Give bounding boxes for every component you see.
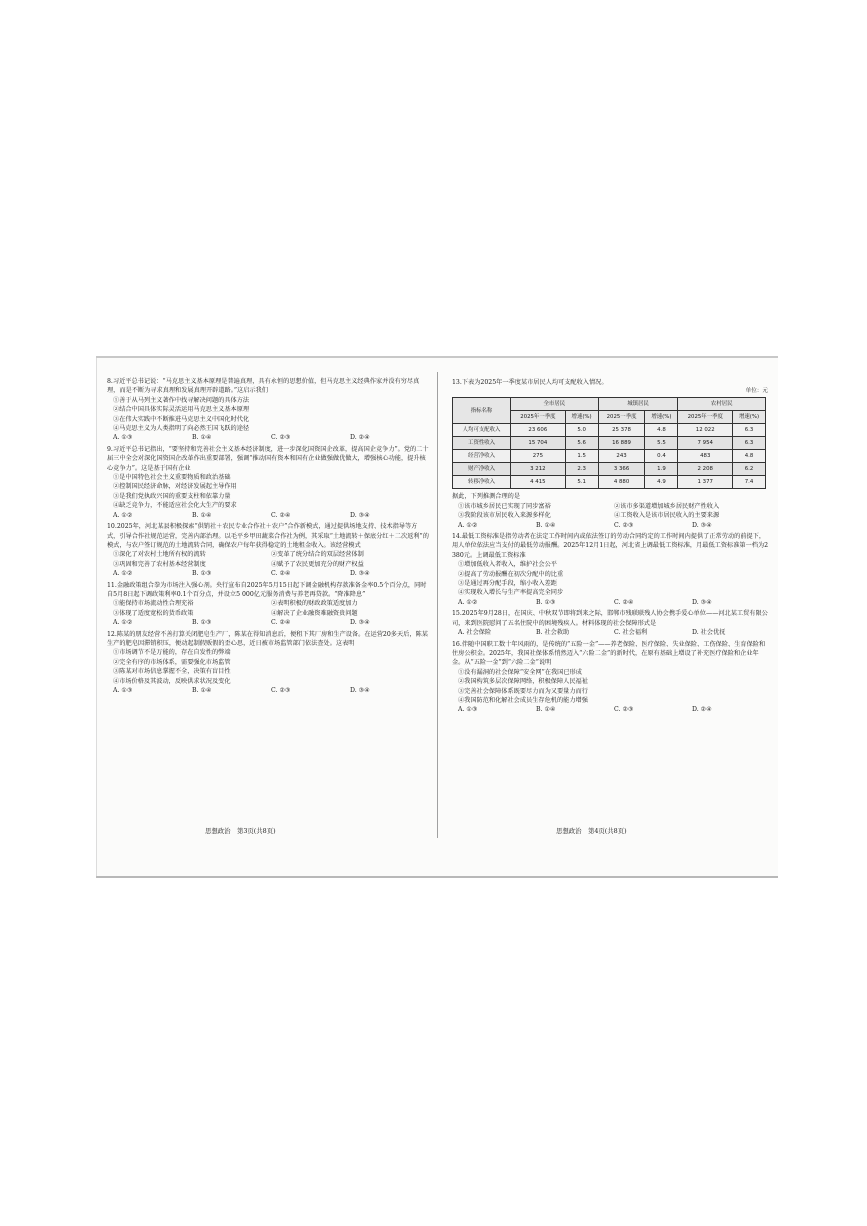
question-12-option: ③陈某对市场信息掌握不全，决策有盲目性: [113, 668, 231, 676]
table-cell: 23 606: [511, 424, 566, 437]
question-12-stem: 12.陈某的朋友经营不善打算关闭肥皂生产厂，陈某在得知消息后，便租下其厂房和生产设备。在运营20多天后，陈某生产的肥皂因滞销积压，便动起制假贩假的歪心思，近日被市场监管部门依法查处。这表明: [107, 630, 428, 647]
question-13-prompt: 据此，下列推测合理的是: [452, 493, 521, 501]
question-11-options: [107, 599, 429, 618]
question-13-option: ②该市多渠道增加城乡居民财产性收入: [614, 502, 720, 510]
answer-choice-c[interactable]: C. ②④: [271, 619, 291, 627]
answer-choice-d[interactable]: D. ③④: [350, 687, 370, 694]
page-4-footer: 思想政治 第4页(共8页): [556, 827, 627, 835]
answer-choice-b[interactable]: B. ①④: [536, 521, 556, 529]
question-16-answers: [452, 705, 770, 714]
table-cell: 7 954: [678, 437, 733, 450]
answer-choice-d[interactable]: D. ③④: [350, 511, 370, 519]
question-11-option: ①能保持市场流动性合理充裕: [113, 600, 194, 608]
question-15-stem: 15.2025年9月28日，在国庆、中秋双节即将到来之际，邯郸市残联联残人协会携手爱心单位——河北某工贸有限公司，来到医院慰问了五名住院中的困境残疾人。材料体现的社会保障形式是: [452, 610, 768, 627]
question-8-option: ②结合中国具体实际灵活运用马克思主义基本原理: [113, 406, 250, 414]
question-9-option: ②控制国民经济命脉，对经济发展起主导作用: [113, 483, 237, 491]
question-14-answers: [452, 598, 770, 607]
question-9-option: ①是中国特色社会主义重要物质和政治基础: [113, 474, 231, 482]
question-13-option: ①该市城乡居民已实现了同步富裕: [458, 502, 551, 510]
answer-choice-b[interactable]: B. ①③: [192, 619, 212, 627]
question-16: [452, 640, 770, 715]
question-13-options: [452, 502, 770, 521]
answer-choice-c[interactable]: C. ②③: [614, 706, 634, 714]
question-16-option: ③完善社会保障体系既要尽力而为又要量力而行: [458, 687, 588, 695]
question-10: [107, 522, 429, 578]
answer-choice-a[interactable]: A. ①③: [113, 434, 133, 442]
question-14-option: ③是通过再分配手段，缩小收入差距: [458, 580, 557, 588]
question-14-option: ④实现收入增长与生产率提高完全同步: [458, 589, 564, 597]
table-group-header: 农村居民: [678, 398, 766, 411]
table-cell: 16 889: [598, 437, 645, 450]
table-group-header: 城镇居民: [598, 398, 678, 411]
table-subheader: 增速(%): [565, 411, 598, 424]
table-cell: 12 022: [678, 424, 733, 437]
table-row-header: 指标名称: [453, 398, 511, 424]
question-16-option: ②我国构筑多层次保障网络，积极保障人民福祉: [458, 678, 588, 686]
table-row: [453, 437, 766, 450]
table-cell: 483: [678, 450, 733, 463]
question-10-option: ④赋予了农民更加充分的财产权益: [271, 560, 364, 568]
answer-choice-b[interactable]: B. ①③: [536, 598, 556, 606]
question-10-answers: [107, 569, 429, 578]
table-row: [453, 424, 766, 437]
table-subheader: 2025年一季度: [678, 411, 733, 424]
question-16-option: ④我国防范和化解社会成员生存危机的能力增强: [458, 696, 588, 704]
answer-choice-a[interactable]: A. ①②: [458, 521, 478, 529]
answer-choice-d[interactable]: D. ②④: [692, 706, 712, 714]
table-cell: 2.3: [565, 463, 598, 476]
question-12-option: ②完全有序的市场体系，需要强化市场监管: [113, 658, 231, 666]
question-10-option: ③巩固和完善了农村基本经营制度: [113, 560, 206, 568]
question-12-option: ①市场调节不是万能的，存在自发性的弊端: [113, 649, 231, 657]
table-subheader: 增速(%): [645, 411, 678, 424]
answer-choice-c[interactable]: C. ②④: [271, 570, 291, 578]
question-10-stem: 10.2025年，河北某县积极探索“供销社＋农民专业合作社＋农户”合作新模式，通过提供场地支持、技术指导等方式，引导合作社规范运营，完善内部治理。以毛平乡甲田蔬菜合作社为例，其采取“土地流转＋保底分红＋二次返利”的模式，与农户签订规范的土地流转合同，确保农户每年获得稳定的土地租金收入。该经营模式: [107, 523, 429, 549]
answer-choice-c[interactable]: C. ②③: [614, 521, 634, 529]
answer-choice-a[interactable]: A. ①②: [113, 570, 133, 578]
question-11-stem: 11.金融政策组合拳为市场注入强心剂。央行宣布自2025年5月15日起下调金融机构存款准备金率0.5个百分点，同时自5月8日起下调政策利率0.1个百分点，并设立5 000亿元服务消费与养老再贷款。“降准降息”: [107, 581, 427, 598]
table-cell: 4.9: [645, 476, 678, 489]
answer-choice-a[interactable]: A. ①③: [458, 706, 478, 714]
answer-choice-c[interactable]: C. ②③: [271, 687, 291, 694]
table-unit-label: 单位：元: [745, 388, 768, 395]
question-9-stem: 9.习近平总书记指出，“要坚持和完善社会主义基本经济制度，进一步深化国资国企改革，提高国企竞争力”。党的二十届三中全会对深化国资国企改革作出重要部署，强调“推动国有资本和国有企业做强做优做大，增强核心功能，提升核心竞争力”。这是基于国有企业: [107, 445, 429, 472]
question-13-answers: [452, 521, 770, 530]
question-12-option: ④市场价格及其波动，反映供求状况及变化: [113, 677, 231, 685]
question-13-stem: 13.下表为2025年一季度某市居民人均可支配收入情况。: [452, 379, 608, 386]
answer-choice-d[interactable]: D. ②④: [350, 434, 370, 442]
table-cell: 5.1: [565, 476, 598, 489]
question-10-option: ②变革了统分结合的双层经营体制: [271, 551, 364, 559]
question-16-option: ①没有漏洞的社会保障“安全网”在我国已形成: [458, 668, 582, 676]
table-subheader: 增速(%): [733, 411, 766, 424]
table-cell: 工资性收入: [453, 437, 511, 450]
table-cell: 7.4: [733, 476, 766, 489]
table-subheader: 2025年一季度: [511, 411, 566, 424]
question-13-option: ③我阶段该市居民收入来源多样化: [458, 512, 551, 520]
table-cell: 1.5: [565, 450, 598, 463]
question-11-option: ④解决了企业融资难融资贵问题: [271, 609, 358, 617]
table-cell: 4 415: [511, 476, 566, 489]
question-8-option: ③在伟大实践中不断推进马克思主义中国化时代化: [113, 415, 250, 423]
question-8-option: ①善于从马列主义著作中找寻解决问题的具体方法: [113, 396, 250, 404]
table-cell: 275: [511, 450, 566, 463]
table-cell: 5.0: [565, 424, 598, 437]
answer-choice-a[interactable]: A. 社会保险: [458, 629, 492, 637]
income-table: [452, 397, 766, 489]
question-11: [107, 581, 429, 628]
table-cell: 4 880: [598, 476, 645, 489]
question-10-options: [107, 550, 429, 569]
table-cell: 4.8: [645, 424, 678, 437]
table-cell: 4.8: [733, 450, 766, 463]
table-subheader: 2025一季度: [598, 411, 645, 424]
sheet-bottom-edge: [96, 876, 778, 878]
answer-choice-b[interactable]: B. ①④: [192, 511, 212, 519]
sheet-left-edge: [96, 358, 97, 878]
answer-choice-d[interactable]: D. ③④: [350, 570, 370, 578]
answer-choice-a[interactable]: A. ①②: [113, 619, 133, 627]
answer-choice-d[interactable]: D. ③④: [692, 598, 712, 606]
page-4-column: [452, 378, 770, 715]
table-row: [453, 463, 766, 476]
question-9-option: ④缺乏竞争力，不能适应社会化大生产的要求: [113, 502, 237, 510]
column-divider: [437, 372, 438, 838]
answer-choice-b[interactable]: B. ①④: [536, 706, 556, 714]
question-12: [107, 630, 429, 696]
sheet-top-edge: [96, 356, 778, 358]
question-11-option: ②表明积极的财政政策适度加力: [271, 600, 358, 608]
question-15-answers: [452, 628, 770, 637]
question-9-option: ③是我们党执政兴国的重要支柱和依靠力量: [113, 492, 231, 500]
table-cell: 5.5: [645, 437, 678, 450]
table-cell: 25 378: [598, 424, 645, 437]
answer-choice-a[interactable]: A. ①③: [113, 687, 133, 694]
answer-choice-a[interactable]: A. ①②: [113, 511, 133, 519]
table-row: [453, 476, 766, 489]
question-9-answers: [107, 511, 429, 520]
question-13-option: ④工资收入是该市居民收入的主要来源: [614, 512, 720, 520]
page-3-column: [107, 377, 429, 695]
table-cell: 1 377: [678, 476, 733, 489]
answer-choice-c[interactable]: C. ②③: [271, 434, 291, 442]
question-13: [452, 378, 770, 530]
table-row: [453, 450, 766, 463]
answer-choice-b[interactable]: B. ①④: [192, 687, 212, 694]
question-8-option: ④马克思主义为人类指明了向必然王国飞跃的途径: [113, 425, 250, 433]
question-12-answers: [107, 686, 429, 695]
answer-choice-d[interactable]: D. ③④: [692, 521, 712, 529]
question-11-option: ③体现了适度宽松的货币政策: [113, 609, 194, 617]
answer-choice-d[interactable]: D. 社会优抚: [692, 629, 726, 637]
question-14-option: ①增加低收入者收入，维护社会公平: [458, 561, 557, 569]
table-cell: 经营净收入: [453, 450, 511, 463]
table-cell: 6.3: [733, 424, 766, 437]
question-11-answers: [107, 618, 429, 627]
question-15: [452, 609, 770, 637]
question-10-option: ①深化了对农村土地所有权的流转: [113, 551, 206, 559]
answer-choice-c[interactable]: C. ②④: [271, 511, 291, 519]
table-header-row: [453, 398, 766, 411]
table-group-header: 全市居民: [511, 398, 599, 411]
table-cell: 2 208: [678, 463, 733, 476]
question-16-stem: 16.伴随中国职工数十年风雨的，是传统的“五险一金”——养老保险、医疗保险、失业保险、工伤保险、生育保险和住房公积金。2025年，我国社保体系悄然迈入“六险二金”的新时代，在原有基础上增设了补充医疗保险和企业年金。从“五险一金”到“六险二金”说明: [452, 640, 766, 667]
question-14-option: ②提高了劳动报酬在初次分配中的比重: [458, 570, 564, 578]
question-8-answers: [107, 433, 429, 442]
answer-choice-b[interactable]: B. 社会救助: [536, 629, 570, 637]
answer-choice-d[interactable]: D. ③④: [350, 619, 370, 627]
question-14-stem: 14.最低工资标准是指劳动者在法定工作时间内或依法签订的劳动合同约定的工作时间内提供了正常劳动的前提下，用人单位依法应当支付的最低劳动报酬。2025年12月1日起，河北省上调最低工资标准，月最低工资标准第一档为2 380元。上调最低工资标准: [452, 533, 769, 559]
table-cell: 3 366: [598, 463, 645, 476]
question-14: [452, 532, 770, 607]
answer-choice-a[interactable]: A. ①②: [458, 598, 478, 606]
answer-choice-b[interactable]: B. ①④: [192, 434, 212, 442]
table-cell: 243: [598, 450, 645, 463]
question-9: [107, 445, 429, 520]
table-cell: 6.2: [733, 463, 766, 476]
table-cell: 人均可支配收入: [453, 424, 511, 437]
table-cell: 3 212: [511, 463, 566, 476]
page-3-footer: 思想政治 第3页(共8页): [205, 827, 276, 835]
question-8-stem: 8.习近平总书记说：“马克思主义基本原理是普遍真理，具有永恒的思想价值，但马克思主义经典作家并没有穷尽真理，而是不断为寻求真理和发展真理开辟道路。”这启示我们: [107, 378, 420, 395]
answer-choice-c[interactable]: C. ②④: [614, 598, 634, 606]
table-cell: 15 704: [511, 437, 566, 450]
table-cell: 5.6: [565, 437, 598, 450]
question-8: [107, 377, 429, 443]
table-cell: 6.3: [733, 437, 766, 450]
table-cell: 1.9: [645, 463, 678, 476]
table-cell: 0.4: [645, 450, 678, 463]
answer-choice-b[interactable]: B. ①③: [192, 570, 212, 578]
table-cell: 转移净收入: [453, 476, 511, 489]
answer-choice-c[interactable]: C. 社会福利: [614, 629, 648, 637]
table-cell: 财产净收入: [453, 463, 511, 476]
